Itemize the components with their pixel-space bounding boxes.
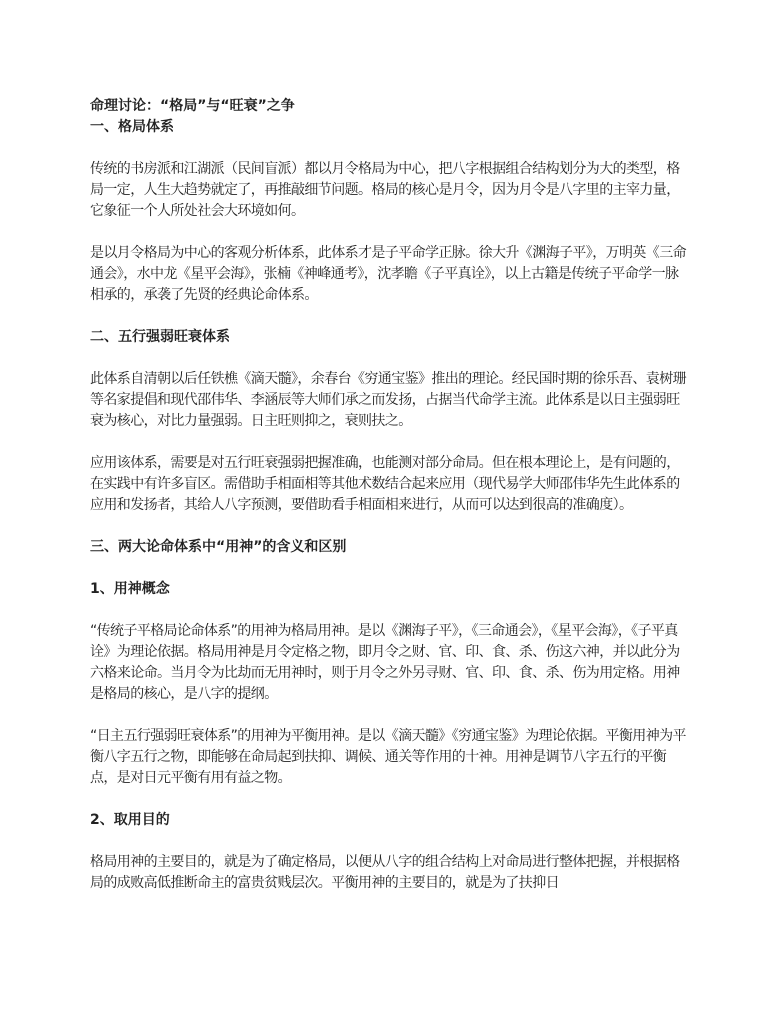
subsection-heading-1: 1、用神概念 (90, 581, 170, 597)
paragraph-7: 格局用神的主要目的，就是为了确定格局，以便从八字的组合结构上对命局进行整体把握，并根据格局的成败高低推断命主的富贵贫贱层次。平衡用神的主要目的，就是为了扶抑日 (90, 854, 680, 891)
paragraph-2: 是以月令格局为中心的客观分析体系，此体系才是子平命学正脉。徐大升《渊海子平》，万明英《三命通会》，水中龙《星平会海》，张楠《神峰通考》，沈孝瞻《子平真诠》，以上古籍是传统子平命学一脉相承的，承袭了先贤的经典论命体系。 (90, 245, 686, 303)
subsection-heading-2: 2、取用目的 (90, 812, 170, 828)
section-heading-2: 二、五行强弱旺衰体系 (90, 329, 230, 345)
paragraph-5: “传统子平格局论命体系”的用神为格局用神。是以《渊海子平》，《三命通会》，《星平会海》，《子平真诠》为理论依据。格局用神是月令定格之物，即月令之财、官、印、食、杀、伤这六神，并以此分为六格来论命。当月令为比劫而无用神时，则于月令之外另寻财、官、印、食、杀、伤为用定格。用神是格局的核心，是八字的提纲。 (90, 623, 680, 702)
document-title: 命理讨论：“格局”与“旺衰”之争 (90, 98, 295, 114)
section-heading-1: 一、格局体系 (90, 119, 174, 135)
paragraph-3: 此体系自清朝以后任铁樵《滴天髓》，余春台《穷通宝鉴》推出的理论。经民国时期的徐乐吾、袁树珊等名家提倡和现代邵伟华、李涵辰等大师们承之而发扬，占据当代命学主流。此体系是以日主强弱旺衰为核心，对比力量强弱。日主旺则抑之，衰则扶之。 (90, 371, 686, 429)
document-page (90, 96, 690, 894)
section-heading-3: 三、两大论命体系中“用神”的含义和区别 (90, 539, 347, 555)
paragraph-6: “日主五行强弱旺衰体系”的用神为平衡用神。是以《滴天髓》《穷通宝鉴》为理论依据。平衡用神为平衡八字五行之物，即能够在命局起到扶抑、调候、通关等作用的十神。用神是调节八字五行的平衡点，是对日元平衡有用有益之物。 (90, 728, 686, 786)
paragraph-1: 传统的书房派和江湖派（民间盲派）都以月令格局为中心，把八字根据组合结构划分为大的类型，格局一定，人生大趋势就定了，再推敲细节问题。格局的核心是月令，因为月令是八字里的主宰力量，它象征一个人所处社会大环境如何。 (90, 161, 680, 219)
paragraph-4: 应用该体系，需要是对五行旺衰强弱把握准确，也能测对部分命局。但在根本理论上，是有问题的，在实践中有许多盲区。需借助手相面相等其他术数结合起来应用（现代易学大师邵伟华先生此体系的应用和发扬者，其给人八字预测，要借助看手相面相来进行，从而可以达到很高的准确度）。 (90, 455, 680, 513)
